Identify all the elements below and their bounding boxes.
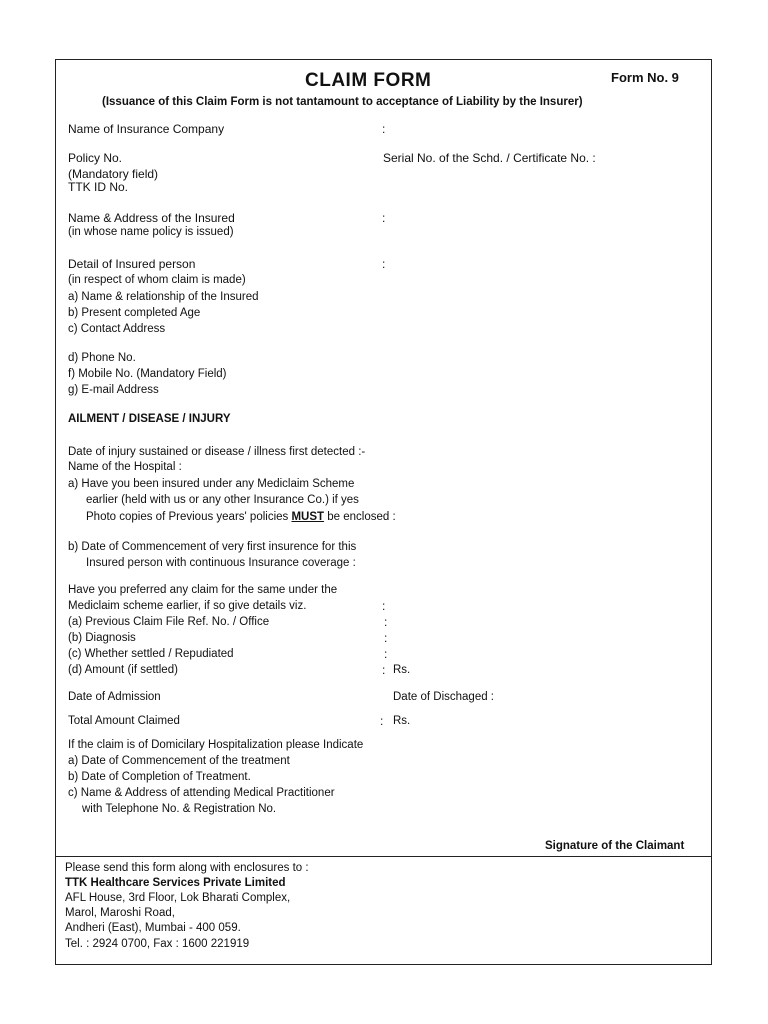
insurance-company-colon: : (382, 122, 386, 136)
insured-name-colon: : (382, 211, 386, 225)
must-emphasis: MUST (291, 511, 325, 523)
form-number: Form No. 9 (611, 70, 679, 85)
form-title: CLAIM FORM (305, 70, 432, 91)
previous-insurance-question-3 (86, 510, 396, 524)
footer-company: TTK Healthcare Services Private Limited (65, 877, 286, 889)
detail-insured-note: (in respect of whom claim is made) (68, 274, 246, 286)
item-mobile-no: f) Mobile No. (Mandatory Field) (68, 368, 227, 380)
domiciliary-heading: If the claim is of Domicilary Hospitalization please Indicate (68, 739, 364, 751)
detail-insured-colon: : (382, 257, 386, 271)
previous-claim-diagnosis: (b) Diagnosis (68, 632, 136, 644)
policy-no-label: Policy No. (68, 151, 123, 165)
date-injury-label: Date of injury sustained or disease / illness first detected :- (68, 446, 366, 458)
footer-address-3: Andheri (East), Mumbai - 400 059. (65, 922, 241, 934)
previous-claim-question-1: Have you preferred any claim for the same under the (68, 584, 338, 596)
item-completed-age: b) Present completed Age (68, 307, 201, 319)
total-claimed-rs: Rs. (393, 715, 411, 727)
mandatory-field-note: (Mandatory field) (68, 167, 159, 181)
previous-claim-amount: (d) Amount (if settled) (68, 664, 178, 676)
footer-address-2: Marol, Maroshi Road, (65, 907, 175, 919)
item-contact-address: c) Contact Address (68, 323, 166, 335)
previous-claim-ref: (a) Previous Claim File Ref. No. / Office (68, 616, 270, 628)
item-name-relationship: a) Name & relationship of the Insured (68, 291, 259, 303)
previous-claim-amount-rs: Rs. (393, 664, 411, 676)
previous-claim-question-2: Mediclaim scheme earlier, if so give details viz. (68, 600, 307, 612)
footer-divider (55, 856, 712, 857)
previous-claim-diagnosis-colon: : (384, 631, 388, 645)
ailment-heading: AILMENT / DISEASE / INJURY (68, 413, 231, 425)
previous-policies-text: Photo copies of Previous years' policies (86, 511, 292, 523)
previous-claim-amount-colon: : (382, 663, 386, 677)
previous-insurance-question-1: a) Have you been insured under any Mediclaim Scheme (68, 478, 355, 490)
footer-send-to: Please send this form along with enclosures to : (65, 862, 309, 874)
item-phone-no: d) Phone No. (68, 352, 136, 364)
footer-address-1: AFL House, 3rd Floor, Lok Bharati Complex, (65, 892, 291, 904)
commencement-question-2: Insured person with continuous Insurance coverage : (86, 557, 356, 569)
commencement-question-1: b) Date of Commencement of very first insurence for this (68, 541, 357, 553)
item-email-address: g) E-mail Address (68, 384, 159, 396)
insured-name-note: (in whose name policy is issued) (68, 226, 234, 238)
domiciliary-practitioner-2: with Telephone No. & Registration No. (82, 803, 277, 815)
previous-claim-colon: : (382, 599, 386, 613)
total-claimed-label: Total Amount Claimed (68, 715, 180, 727)
insurance-company-label: Name of Insurance Company (68, 122, 225, 136)
previous-insurance-question-2: earlier (held with us or any other Insurance Co.) if yes (86, 494, 359, 506)
previous-claim-ref-colon: : (384, 615, 388, 629)
form-subtitle: (Issuance of this Claim Form is not tantamount to acceptance of Liability by the Insurer) (102, 96, 583, 108)
insured-name-label: Name & Address of the Insured (68, 211, 235, 225)
enclosed-text: be enclosed : (324, 511, 396, 523)
date-discharge-label: Date of Dischaged : (393, 691, 495, 703)
domiciliary-practitioner-1: c) Name & Address of attending Medical Practitioner (68, 787, 335, 799)
previous-claim-status: (c) Whether settled / Repudiated (68, 648, 234, 660)
detail-insured-label: Detail of Insured person (68, 257, 196, 271)
hospital-name-label: Name of the Hospital : (68, 461, 182, 473)
ttk-id-label: TTK ID No. (68, 180, 129, 194)
date-admission-label: Date of Admission (68, 691, 161, 703)
total-claimed-colon: : (380, 714, 384, 728)
serial-no-label: Serial No. of the Schd. / Certificate No. : (383, 151, 596, 165)
claimant-signature-label: Signature of the Claimant (545, 840, 685, 852)
domiciliary-commencement: a) Date of Commencement of the treatment (68, 755, 290, 767)
footer-contact: Tel. : 2924 0700, Fax : 1600 221919 (65, 938, 250, 950)
domiciliary-completion: b) Date of Completion of Treatment. (68, 771, 251, 783)
previous-claim-status-colon: : (384, 647, 388, 661)
